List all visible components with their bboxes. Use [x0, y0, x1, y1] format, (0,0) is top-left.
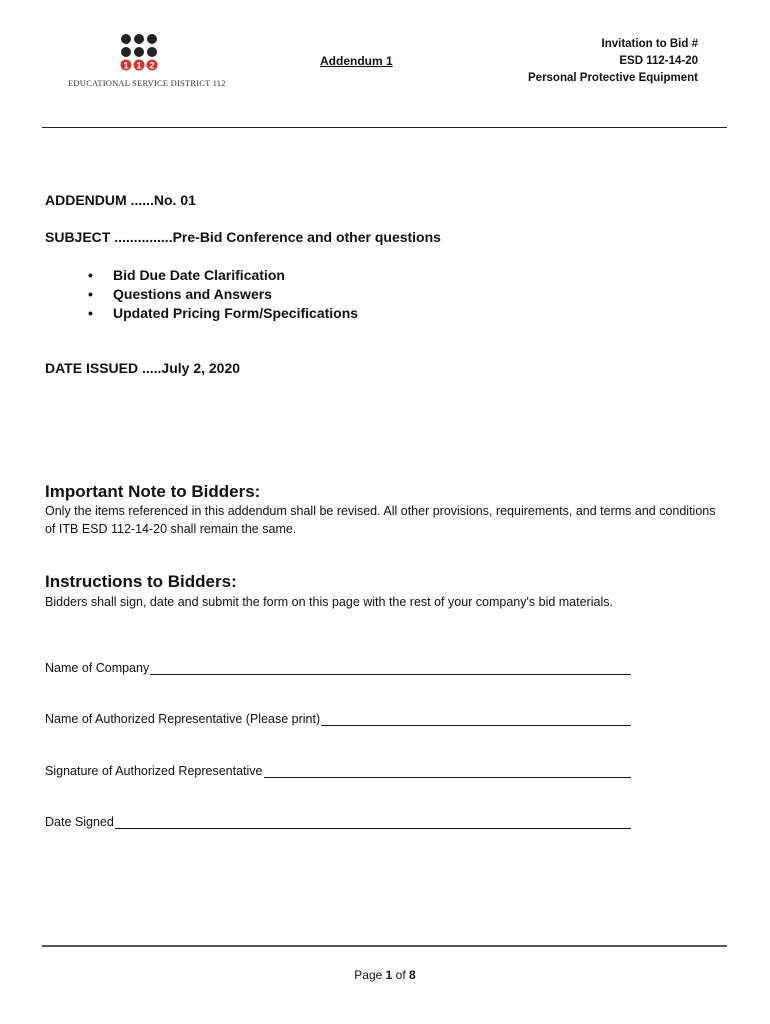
company-name-line[interactable]	[150, 660, 631, 675]
page-prefix: Page	[354, 968, 386, 982]
bid-title-line: Personal Protective Equipment	[528, 72, 698, 84]
logo-text: EDUCATIONAL SERVICE DISTRICT 112	[68, 78, 226, 88]
instructions-text: Bidders shall sign, date and submit the form on this page with the rest of your company's bid materials.	[45, 595, 613, 609]
field-label: Signature of Authorized Representative	[45, 764, 263, 778]
bid-invitation-line: Invitation to Bid #	[601, 38, 698, 50]
important-note-text: Only the items referenced in this addendum shall be revised. All other provisions, requirements, and terms and conditions of ITB ESD 112-14-20 shall remain the same.	[45, 504, 716, 536]
date-signed-field[interactable]	[45, 814, 631, 829]
page-current: 1	[385, 968, 393, 982]
logo-dots-icon	[120, 34, 166, 74]
header-bid-info	[528, 36, 698, 87]
signature-field[interactable]	[45, 763, 631, 778]
field-label: Date Signed	[45, 815, 114, 829]
representative-name-line[interactable]	[321, 711, 631, 726]
list-item: • Bid Due Date Clarification	[88, 266, 358, 285]
addendum-label: Addendum 1	[320, 54, 393, 68]
company-name-field[interactable]	[45, 660, 631, 675]
field-label: Name of Authorized Representative (Please print)	[45, 712, 321, 726]
date-issued: DATE ISSUED .....July 2, 2020	[45, 360, 241, 376]
representative-name-field[interactable]	[45, 711, 631, 726]
addendum-number: ADDENDUM ......No. 01	[45, 192, 196, 208]
footer-divider	[42, 945, 727, 947]
addendum-subject: SUBJECT ...............Pre-Bid Conference and other questions	[45, 229, 441, 245]
svg-text:2: 2	[149, 60, 155, 71]
bid-number-line: ESD 112-14-20	[619, 55, 698, 67]
page-total: 8	[409, 968, 416, 982]
svg-text:1: 1	[136, 60, 142, 71]
page-of: of	[392, 968, 410, 982]
subject-items-list	[88, 266, 358, 323]
list-item: • Questions and Answers	[88, 285, 358, 304]
header-divider	[42, 127, 727, 128]
important-note-title: Important Note to Bidders:	[45, 482, 261, 501]
instructions-title: Instructions to Bidders:	[45, 572, 237, 591]
list-item: • Updated Pricing Form/Specifications	[88, 304, 358, 323]
field-label: Name of Company	[45, 661, 150, 675]
page-number	[0, 968, 770, 982]
date-signed-line[interactable]	[115, 814, 631, 829]
svg-text:1: 1	[123, 60, 129, 71]
esd-logo	[68, 34, 226, 90]
signature-line[interactable]	[264, 763, 632, 778]
